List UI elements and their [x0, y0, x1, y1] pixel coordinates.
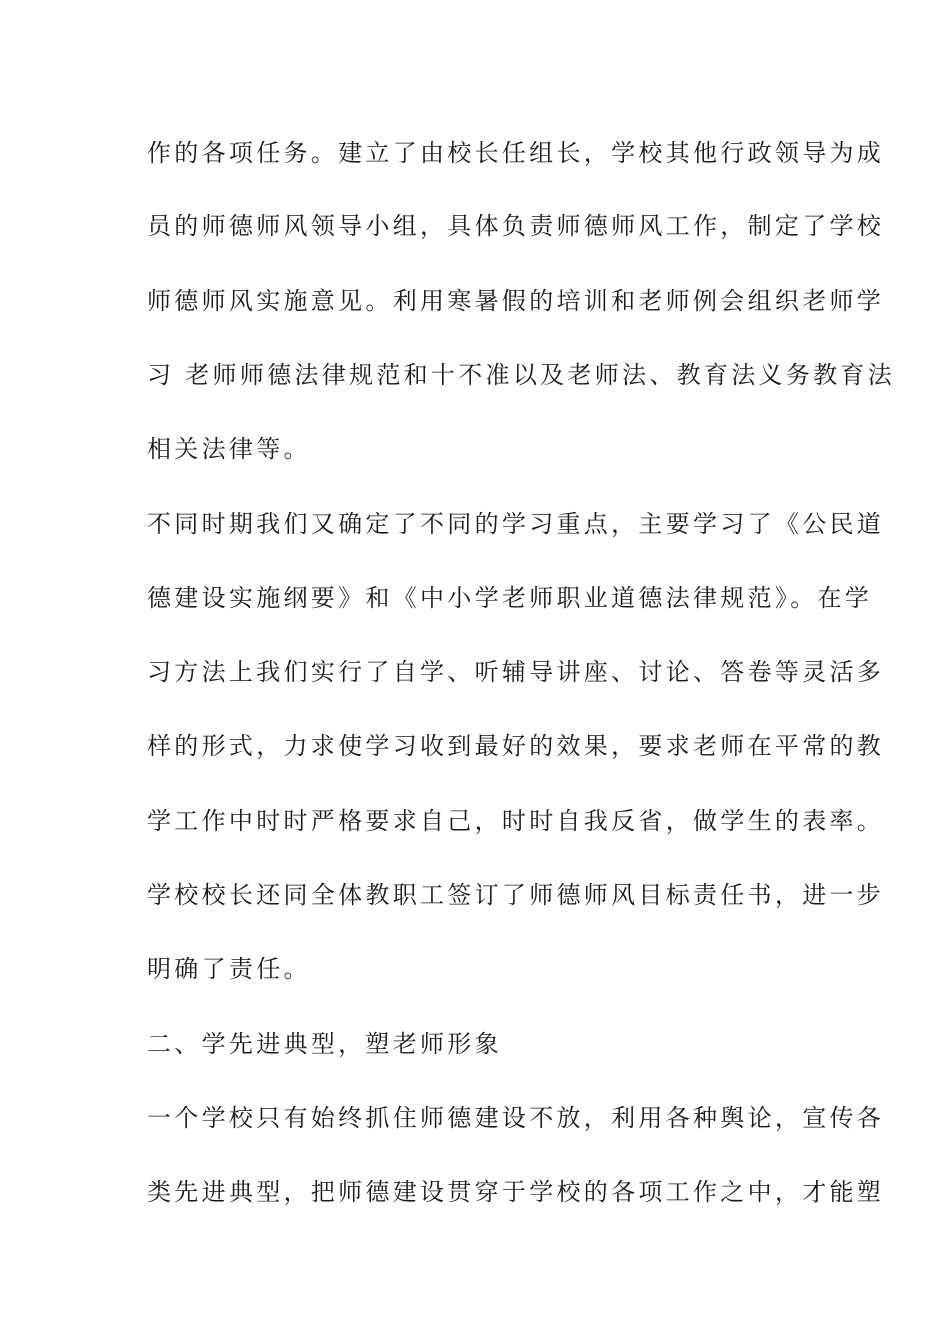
text-line: 明确了责任。: [147, 955, 311, 983]
text-line: 员的师德师风领导小组，具体负责师德师风工作，制定了学校: [147, 212, 885, 240]
section-heading: 二、学先进典型，塑老师形象: [147, 1030, 502, 1058]
text-line: 类先进典型，把师德建设贯穿于学校的各项工作之中，才能塑: [147, 1178, 885, 1206]
text-line: 习 老师师德法律规范和十不准以及老师法、教育法义务教育法: [147, 361, 896, 389]
text-line: 作的各项任务。建立了由校长任组长，学校其他行政领导为成: [147, 139, 885, 167]
text-line: 样的形式，力求使学习收到最好的效果，要求老师在平常的教: [147, 732, 885, 760]
text-line: 学工作中时时严格要求自己，时时自我反省，做学生的表率。: [147, 807, 885, 835]
text-line: 师德师风实施意见。利用寒暑假的培训和老师例会组织老师学: [147, 287, 885, 315]
text-line: 学校校长还同全体教职工签订了师德师风目标责任书，进一步: [147, 881, 885, 909]
text-line: 习方法上我们实行了自学、听辅导讲座、讨论、答卷等灵活多: [147, 658, 885, 686]
text-line: 不同时期我们又确定了不同的学习重点，主要学习了《公民道: [147, 510, 885, 538]
text-line: 相关法律等。: [147, 435, 311, 463]
text-line: 德建设实施纲要》和《中小学老师职业道德法律规范》。在学: [147, 584, 873, 612]
text-line: 一个学校只有始终抓住师德建设不放，利用各种舆论，宣传各: [147, 1104, 885, 1132]
